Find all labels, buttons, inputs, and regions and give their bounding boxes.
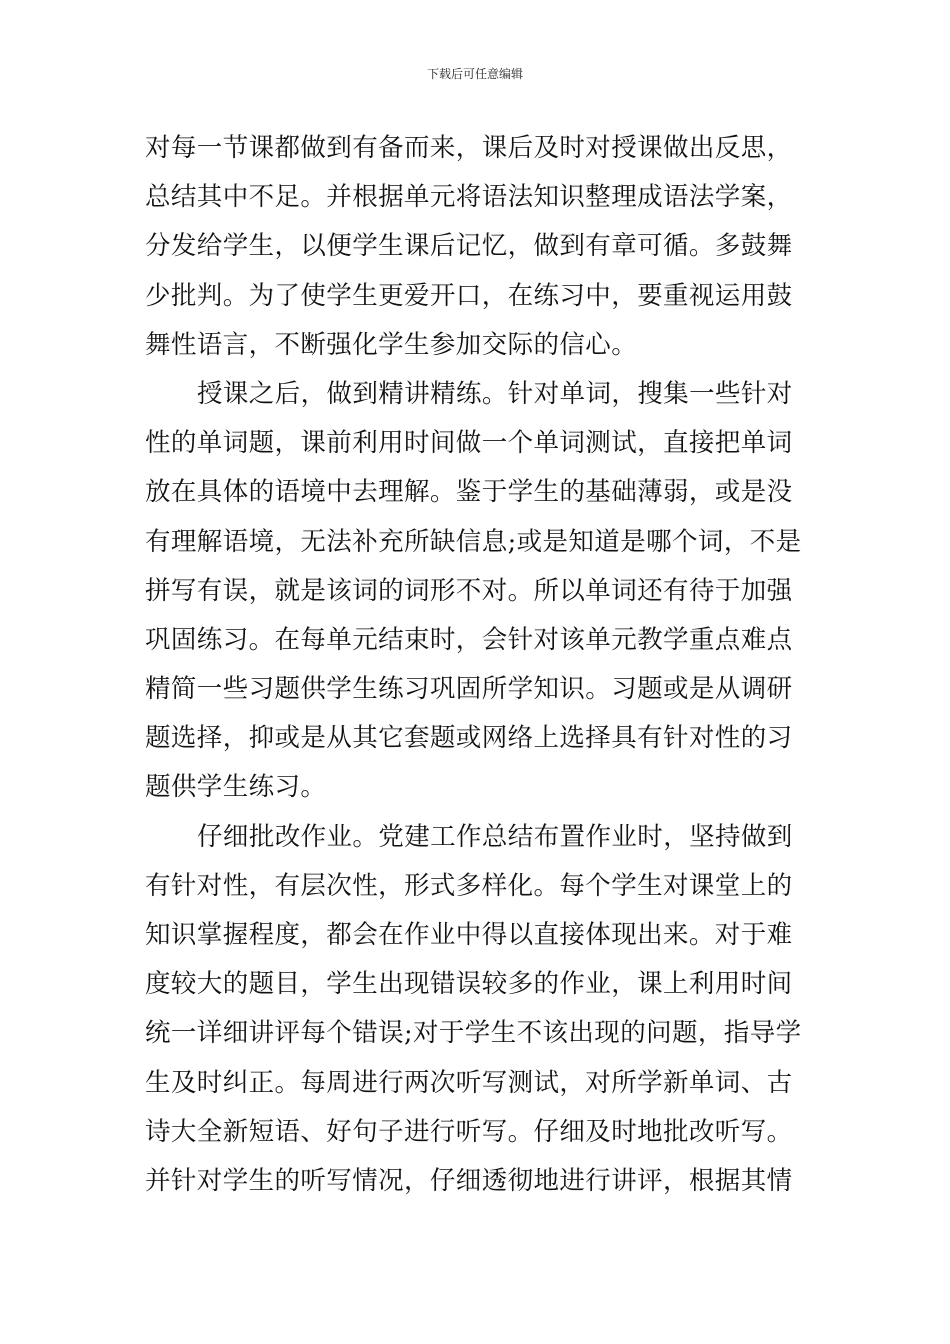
paragraph-2 — [145, 370, 807, 813]
text-line: 分发给学生，以便学生课后记忆，做到有章可循。多鼓舞 — [145, 231, 793, 262]
text-line: 仔细批改作业。党建工作总结布置作业时，坚持做到 — [197, 821, 793, 852]
text-line: 题选择，抑或是从其它套题或网络上选择具有针对性的习 — [145, 723, 793, 754]
paragraph-3 — [145, 813, 807, 1207]
text-line: 拼写有误，就是该词的词形不对。所以单词还有待于加强 — [145, 575, 793, 606]
document-body — [145, 124, 807, 1206]
text-line: 有针对性，有层次性，形式多样化。每个学生对课堂上的 — [145, 870, 793, 901]
text-line: 生及时纠正。每周进行两次听写测试，对所学新单词、古 — [145, 1067, 793, 1098]
text-line: 授课之后，做到精讲精练。针对单词，搜集一些针对 — [197, 378, 793, 409]
text-line: 诗大全新短语、好句子进行听写。仔细及时地批改听写。 — [145, 1116, 793, 1147]
text-line: 性的单词题，课前利用时间做一个单词测试，直接把单词 — [145, 428, 793, 459]
text-line: 舞性语言，不断强化学生参加交际的信心。 — [145, 329, 638, 360]
text-line: 总结其中不足。并根据单元将语法知识整理成语法学案， — [145, 182, 793, 213]
text-line: 知识掌握程度，都会在作业中得以直接体现出来。对于难 — [145, 920, 793, 950]
text-line: 统一详细讲评每个错误;对于学生不该出现的问题，指导学 — [145, 1018, 802, 1049]
text-line: 放在具体的语境中去理解。鉴于学生的基础薄弱，或是没 — [145, 477, 793, 508]
text-line: 巩固练习。在每单元结束时，会针对该单元教学重点难点 — [145, 624, 793, 655]
text-line: 有理解语境，无法补充所缺信息;或是知道是哪个词，不是 — [145, 526, 802, 557]
text-line: 题供学生练习。 — [145, 772, 327, 803]
text-line: 精简一些习题供学生练习巩固所学知识。习题或是从调研 — [145, 674, 793, 705]
paragraph-1 — [145, 124, 807, 370]
text-line: 度较大的题目，学生出现错误较多的作业，课上利用时间 — [145, 969, 793, 1000]
text-line: 对每一节课都做到有备而来，课后及时对授课做出反思， — [145, 133, 793, 163]
text-line: 并针对学生的听写情况，仔细透彻地进行讲评，根据其情 — [145, 1165, 793, 1196]
page-header: 下载后可任意编辑 — [426, 67, 523, 81]
text-line: 少批判。为了使学生更爱开口，在练习中，要重视运用鼓 — [145, 280, 793, 311]
